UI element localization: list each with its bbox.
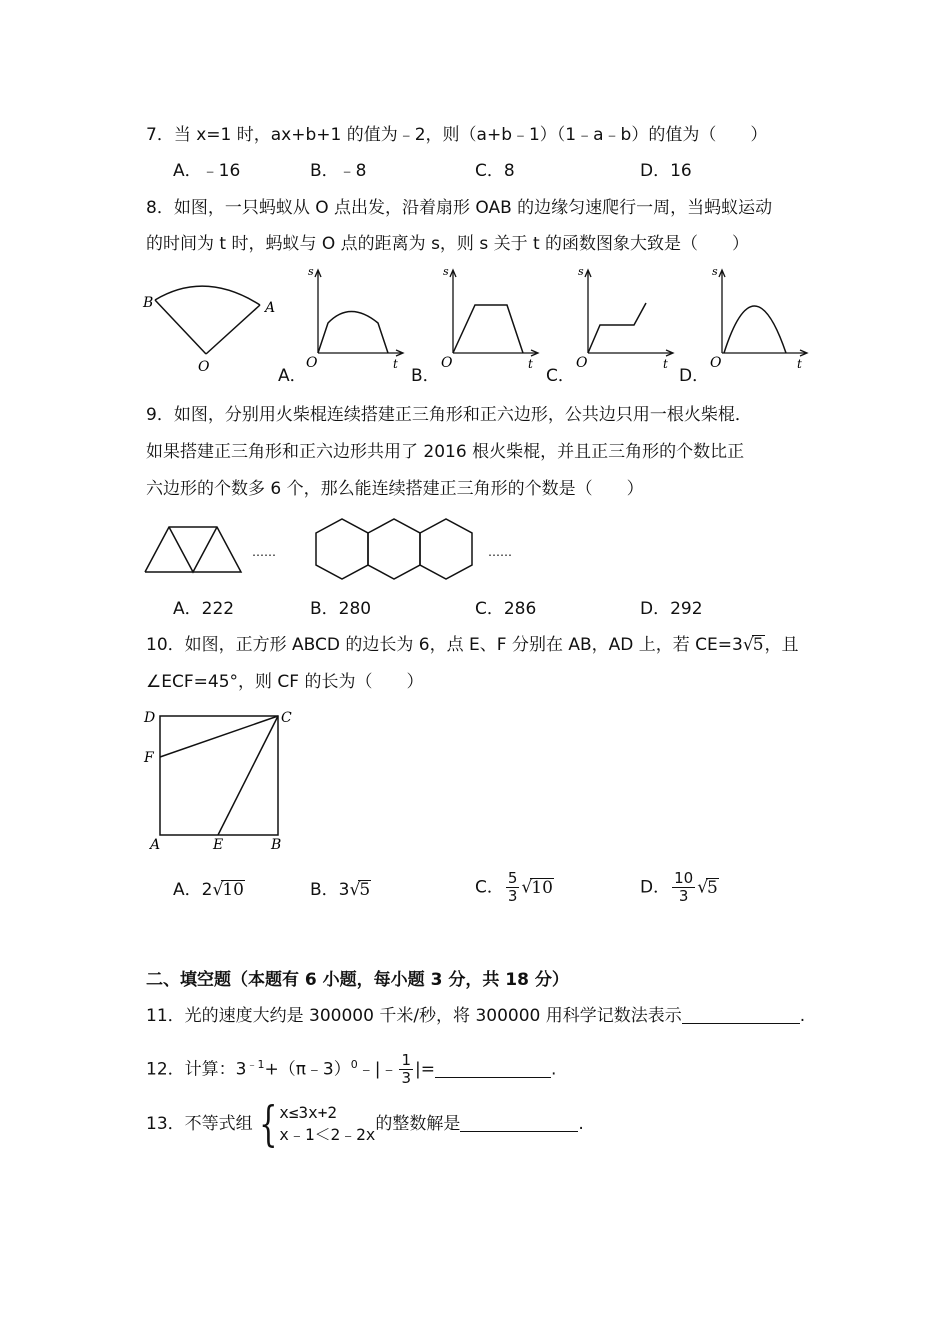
label-c: C [281, 710, 292, 726]
label-b: B [143, 295, 154, 311]
option-fraction [506, 870, 520, 905]
option-coef: 2 [201, 880, 213, 900]
fraction-numerator: 5 [507, 869, 518, 887]
q11-stem: 11．光的速度大约是 300000 千米/秒，将 300000 用科学记数法表示 [146, 1006, 682, 1026]
q8-option-d: D． [679, 366, 710, 386]
option-letter: B． [310, 880, 339, 900]
option-radicand: 5 [359, 880, 371, 900]
q8-option-a: A． [278, 366, 307, 386]
axis-t: t [393, 357, 398, 371]
q10-square-figure [140, 704, 300, 854]
q13-prefix: 13．不等式组 [146, 1114, 253, 1134]
sqrt-sign: √ [697, 877, 709, 898]
q7-option-c: C．8 [475, 161, 515, 181]
label-e: E [213, 837, 224, 853]
q10-stem-line2: ∠ECF=45°，则 CF 的长为（ ） [146, 672, 424, 692]
label-o: O [198, 359, 210, 375]
q10-option-d [640, 870, 719, 905]
label-a: A [150, 837, 161, 853]
q9-stem-line2: 如果搭建正三角形和正六边形共用了 2016 根火柴棍，并且正三角形的个数比正 [146, 442, 745, 462]
q8-stem-line1: 8．如图，一只蚂蚁从 O 点出发，沿着扇形 OAB 的边缘匀速爬行一周，当蚂蚁运动 [146, 198, 773, 218]
q9-option-a: A．222 [173, 599, 235, 619]
axis-t: t [663, 357, 668, 371]
axis-s: s [712, 265, 718, 278]
q10-stem-line1 [146, 633, 799, 657]
q12-exponent-2: 0 [350, 1057, 358, 1071]
label-d: D [144, 710, 156, 726]
q13-suffix: 的整数解是 [375, 1114, 461, 1134]
q9-hexagons-figure [312, 516, 482, 586]
label-a: A [265, 300, 276, 316]
q9-stem-line3: 六边形的个数多 6 个，那么能连续搭建正三角形的个数是（ ） [146, 479, 644, 499]
q7-option-b: B．﹣8 [310, 161, 367, 181]
q10-stem-text: 10．如图，正方形 ABCD 的边长为 6，点 E、F 分别在 AB，AD 上，若 CE=3 [146, 635, 743, 655]
option-radicand: 5 [707, 877, 718, 898]
q8-stem-line2: 的时间为 t 时，蚂蚁与 O 点的距离为 s，则 s 关于 t 的函数图象大致是（ ） [146, 234, 750, 254]
q12-exponent-1: ﹣1 [246, 1057, 265, 1071]
sqrt-sign: √ [212, 880, 224, 900]
sqrt-sign: √ [349, 880, 361, 900]
q9-triangles-figure [142, 520, 252, 580]
q12-line [146, 1052, 556, 1087]
q9-option-d: D．292 [640, 599, 703, 619]
q8-graph-b [435, 265, 545, 375]
q13-end: . [578, 1114, 584, 1134]
q13-inequality-1: x≤3x+2 [279, 1103, 337, 1122]
origin: O [710, 355, 722, 371]
q8-option-b: B． [411, 366, 440, 386]
fraction-numerator: 10 [674, 869, 694, 887]
left-brace-icon: { [258, 1096, 278, 1152]
q10-radicand: 5 [752, 635, 764, 655]
option-radicand: 10 [531, 877, 553, 898]
q11-end: . [799, 1006, 806, 1026]
origin: O [576, 355, 588, 371]
q7-option-d: D．16 [640, 161, 692, 181]
q9-option-b: B．280 [310, 599, 372, 619]
origin: O [306, 355, 318, 371]
q7-stem: 7．当 x=1 时，ax+b+1 的值为﹣2，则（a+b﹣1）（1﹣a﹣b）的值为（ ） [146, 125, 768, 145]
axis-s: s [308, 265, 314, 278]
q10-option-b [310, 878, 371, 902]
q12-answer-blank[interactable] [435, 1059, 551, 1078]
option-letter: D． [640, 877, 671, 898]
sqrt-sign: √ [742, 635, 754, 655]
q13-inequality-system [253, 1096, 376, 1152]
origin: O [441, 355, 453, 371]
option-radicand: 10 [222, 880, 244, 900]
label-b: B [271, 837, 282, 853]
q8-option-c: C． [546, 366, 575, 386]
q10-stem-tail: ，且 [764, 635, 799, 655]
option-letter: A． [173, 880, 202, 900]
axis-s: s [578, 265, 584, 278]
q12-prefix: 12．计算：3 [146, 1059, 247, 1080]
q12-end: . [551, 1059, 557, 1080]
option-letter: C． [475, 877, 504, 898]
q13-answer-blank[interactable] [460, 1113, 578, 1132]
q12-abs-close: |= [415, 1059, 436, 1080]
q12-mid: +（π﹣3） [264, 1059, 351, 1080]
section-2-title: 二、填空题（本题有 6 小题，每小题 3 分，共 18 分） [146, 970, 569, 990]
q13-line [146, 1096, 584, 1152]
label-f: F [144, 750, 154, 766]
q11-line [146, 1004, 805, 1028]
q12-fraction [399, 1052, 413, 1087]
sqrt-sign: √ [521, 877, 533, 898]
fraction-denominator: 3 [401, 1069, 412, 1087]
fraction-numerator: 1 [401, 1051, 412, 1069]
q10-option-a [173, 878, 245, 902]
q9-ellipsis-2: …… [488, 545, 512, 559]
q8-graph-c [570, 265, 680, 375]
axis-t: t [528, 357, 533, 371]
q10-option-c [475, 870, 554, 905]
q9-stem-line1: 9．如图，分别用火柴棍连续搭建正三角形和正六边形，公共边只用一根火柴棍． [146, 405, 752, 425]
q8-graph-d [704, 265, 814, 375]
q8-sector-figure [140, 280, 290, 380]
q9-ellipsis-1: …… [252, 545, 276, 559]
fraction-denominator: 3 [507, 887, 518, 905]
option-coef: 3 [338, 880, 350, 900]
fraction-denominator: 3 [678, 887, 689, 905]
axis-t: t [797, 357, 802, 371]
q13-inequality-2: x﹣1＜2﹣2x [279, 1125, 376, 1144]
q11-answer-blank[interactable] [682, 1005, 800, 1024]
q7-option-a: A．﹣16 [173, 161, 241, 181]
q9-option-c: C．286 [475, 599, 537, 619]
option-fraction [672, 870, 695, 905]
q12-abs-open: ﹣|﹣ [357, 1059, 398, 1080]
q8-graph-a [300, 265, 410, 375]
axis-s: s [443, 265, 449, 278]
